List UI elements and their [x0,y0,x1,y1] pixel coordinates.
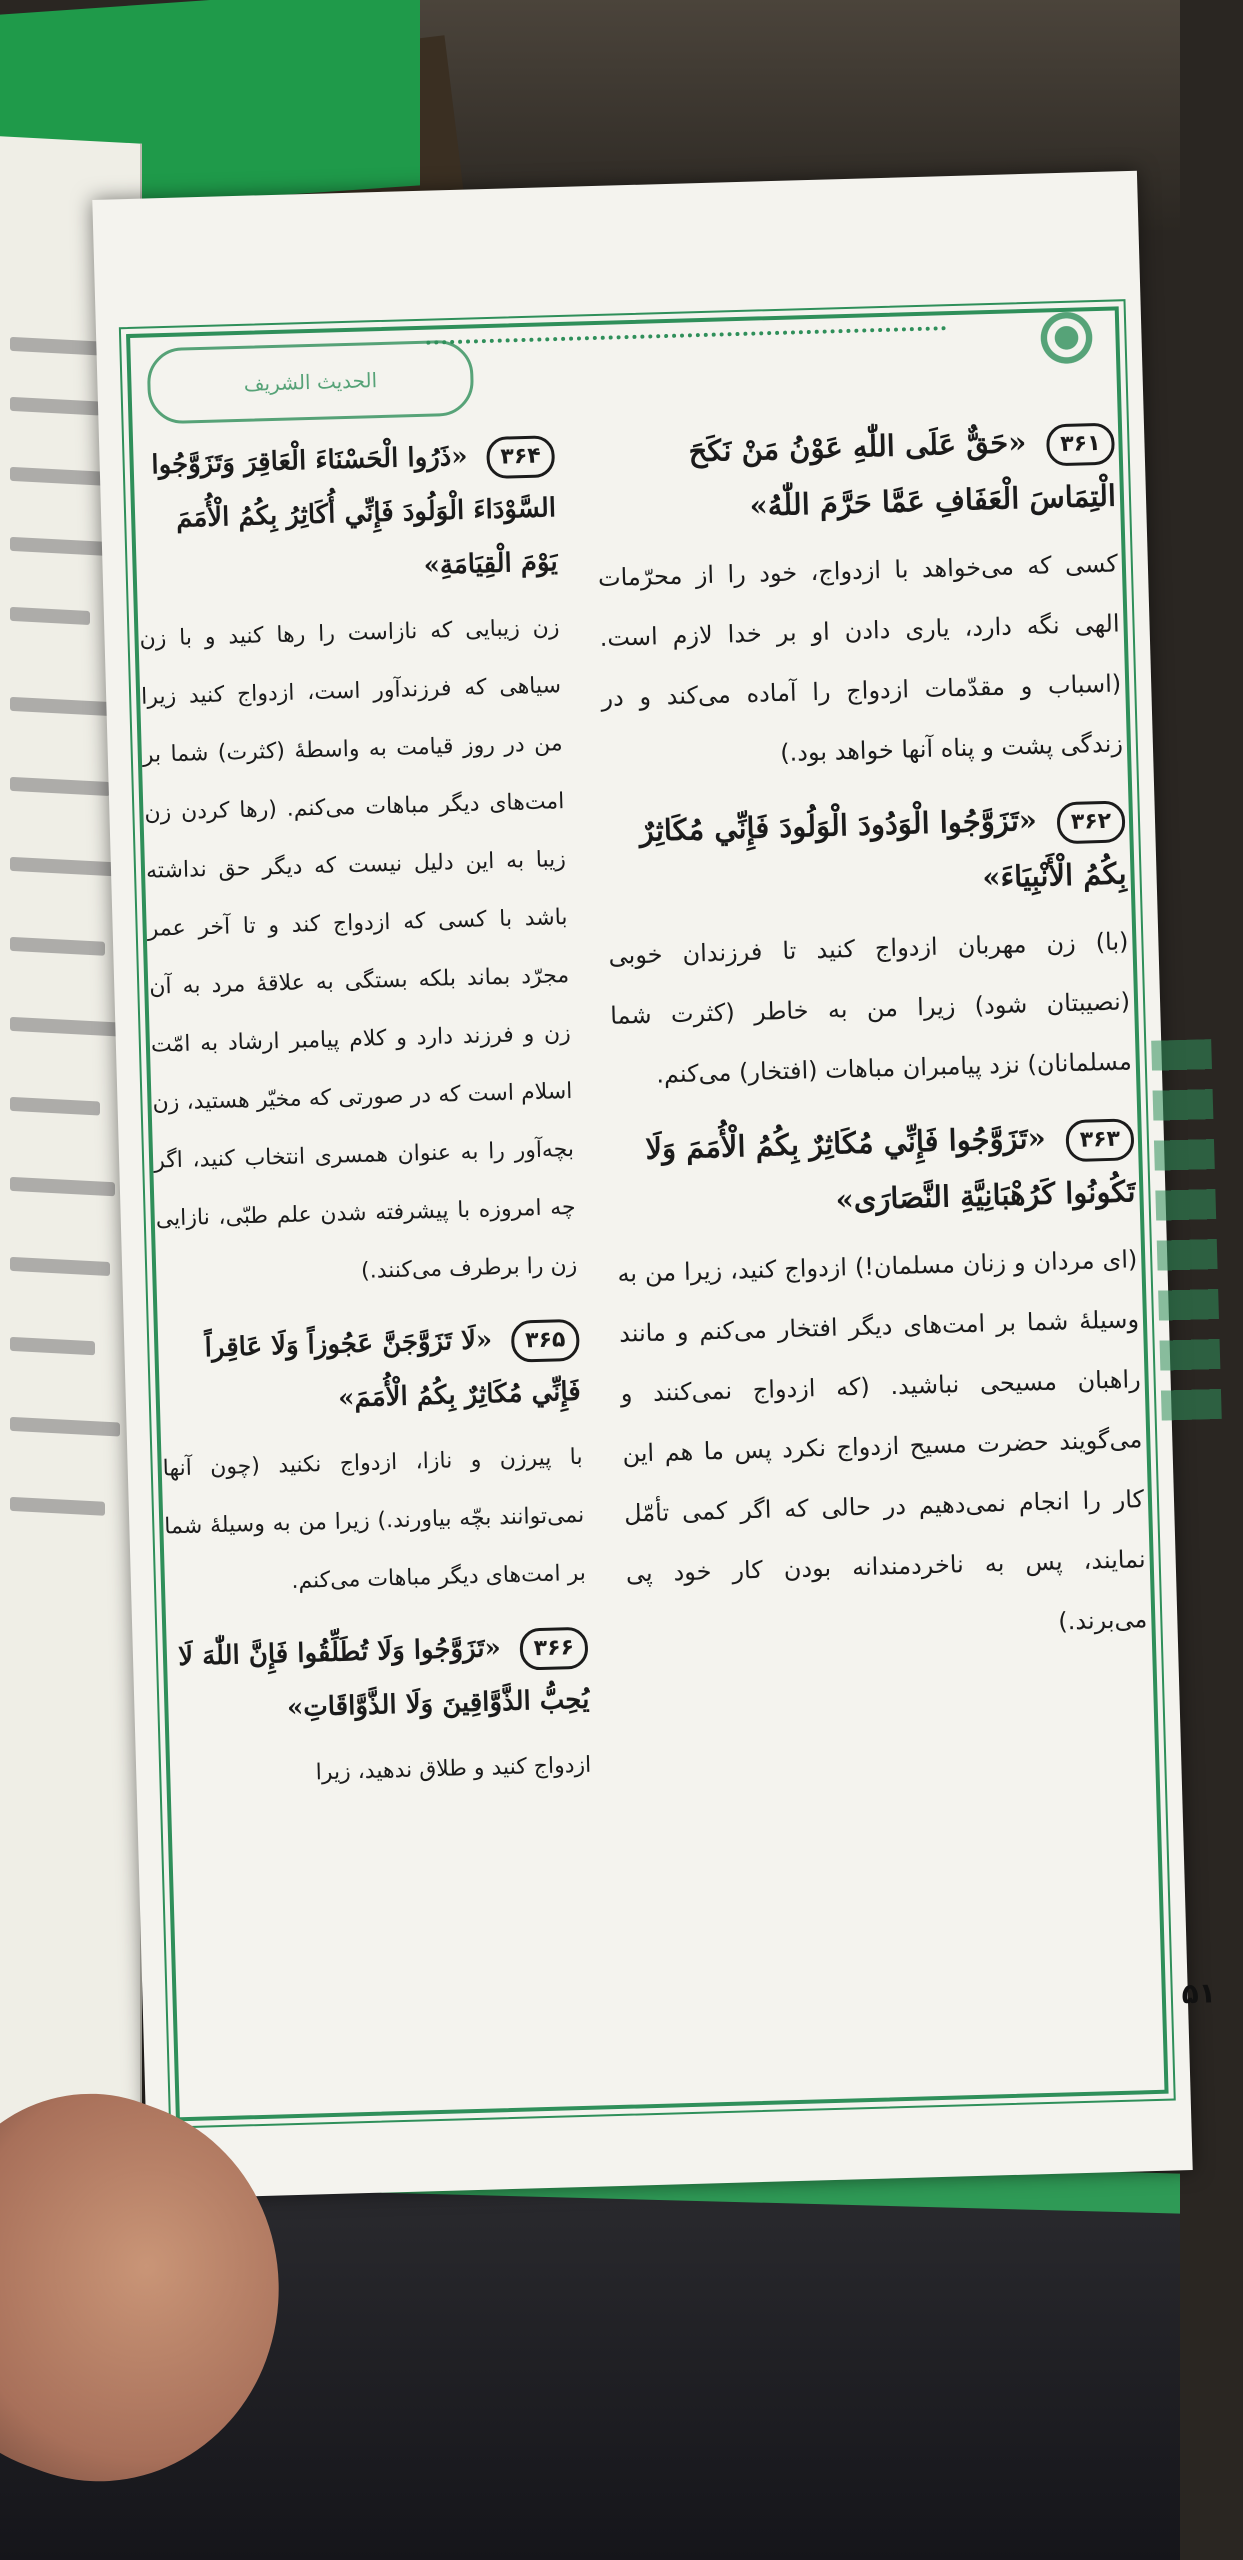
hadith-number: ۳۶۴ [486,435,555,479]
hadith-arabic: «تَزَوَّجُوا وَلَا تُطَلِّقُوا فَإِنَّ اللّٰهَ لَا يُحِبُّ الذَّوَّاقِينَ وَلَا الذَّوَّاقَاتِ» [177,1633,590,1724]
hadith-number: ۳۶۲ [1056,800,1125,844]
corner-ornament-icon [1020,292,1112,384]
left-column [134,427,592,1822]
hadith-arabic: «ذَرُوا الْحَسْنَاءَ الْعَاقِرَ وَتَزَوَّجُوا السَّوْدَاءَ الْوَلُودَ فَإِنِّي أُكَاثِرُ بِكُمُ الْأُمَمَ يَوْمَ الْقِيَامَةِ» [150,441,558,581]
side-ornament-icon [1151,1039,1222,1421]
hadith-heading [167,1619,590,1739]
hadith-number: ۳۶۱ [1046,423,1115,467]
hadith-translation: با پیرزن و نازا، ازدواج نکنید (چون آنها نمی‌توانند بچّه بیاورند.) زیرا من به وسیلهٔ شما بر امت‌های دیگر مباهات می‌کنم. [162,1444,587,1594]
hadith-number: ۳۶۶ [519,1627,588,1671]
hadith-number: ۳۶۵ [511,1319,580,1363]
hadith-arabic: «حَقٌّ عَلَى اللّٰهِ عَوْنُ مَنْ نَكَحَ الْتِمَاسَ الْعَفَافِ عَمَّا حَرَّمَ اللّٰهُ» [688,425,1117,523]
hadith-translation: (ای مردان و زنان مسلمان!) ازدواج کنید، زیرا من به وسیلهٔ شما بر امت‌های دیگر افتخار می‌کنم و مانند راهبان مسیحی نباشید. (که ازدواج نمی‌کنند و می‌گویند حضرت مسیح ازدواج نکرد پس ما هم این کار را انجام نمی‌دهیم در حالی که اگر کمی تأمّل نمایند، پس به ناخردمندانه بودن کار خود پی می‌برند.) [617,1245,1148,1636]
hadith-translation: ازدواج کنید و طلاق ندهید، زیرا [315,1752,592,1786]
right-column [594,412,1149,1680]
hadith-translation: (با) زن مهربان ازدواج کنید تا فرزندان خوبی (نصیبتان شود) زیرا من به خاطر (کثرت شما مسلمانان) نزد پیامبران مباهات (افتخار) می‌کنم. [608,927,1133,1089]
hadith-heading [159,1311,582,1431]
hadith-arabic: «لَا تَزَوَّجَنَّ عَجُوزاً وَلَا عَاقِراً فَإِنِّي مُكَاثِرٌ بِكُمُ الْأُمَمَ» [204,1325,582,1414]
hadith-heading [613,1107,1136,1233]
hadith-heading [134,427,558,601]
hadith-arabic: «تَزَوَّجُوا فَإِنِّي مُكَاثِرٌ بِكُمُ الْأُمَمَ وَلَا تَكُونُوا كَرُهْبَانِيَّةِ النَّصَارَى» [644,1120,1136,1217]
page-number: ۵۱ [1181,1976,1217,2011]
hadith-heading [594,412,1117,538]
hadith-translation: زن زیبایی که نازاست را رها کنید و با زن سیاهی که فرزندآور است، ازدواج کنید زیرا من در روز قیامت به واسطهٔ (کثرت) شما بر امت‌های دیگر مباهات می‌کنم. (رها کردن زن زیبا به این دلیل نیست که دیگر حق نداشته باشد با کسی که ازدواج کند و تا آخر عمر مجرّد بماند بلکه بستگی به علاقهٔ مرد به آن زن و فرزند دارد و کلام پیامبر ارشاد به امّت اسلام است که در صورتی که مخیّر هستید، زن بچه‌آور را به عنوان همسری انتخاب کنید، اگر چه امروزه با پیشرفته شدن علم طبّی، نازایی زن را برطرف می‌کنند.) [139,615,578,1284]
hadith-heading [604,789,1127,915]
banner: الحدیث الشریف [146,339,474,424]
hadith-translation: کسی که می‌خواهد با ازدواج، خود را از محرّمات الهی نگه دارد، یاری دادن او بر خدا لازم است. (اسباب و مقدّمات ازدواج را آماده می‌کند و در زندگی پشت و پناه آنها خواهد بود.) [597,549,1124,767]
hadith-number: ۳۶۳ [1065,1118,1134,1162]
hadith-arabic: «تَزَوَّجُوا الْوَدُودَ الْوَلُودَ فَإِنِّي مُكَاثِرٌ بِكُمُ الْأَنْبِيَاءَ» [639,802,1127,895]
book-page [92,171,1217,2199]
